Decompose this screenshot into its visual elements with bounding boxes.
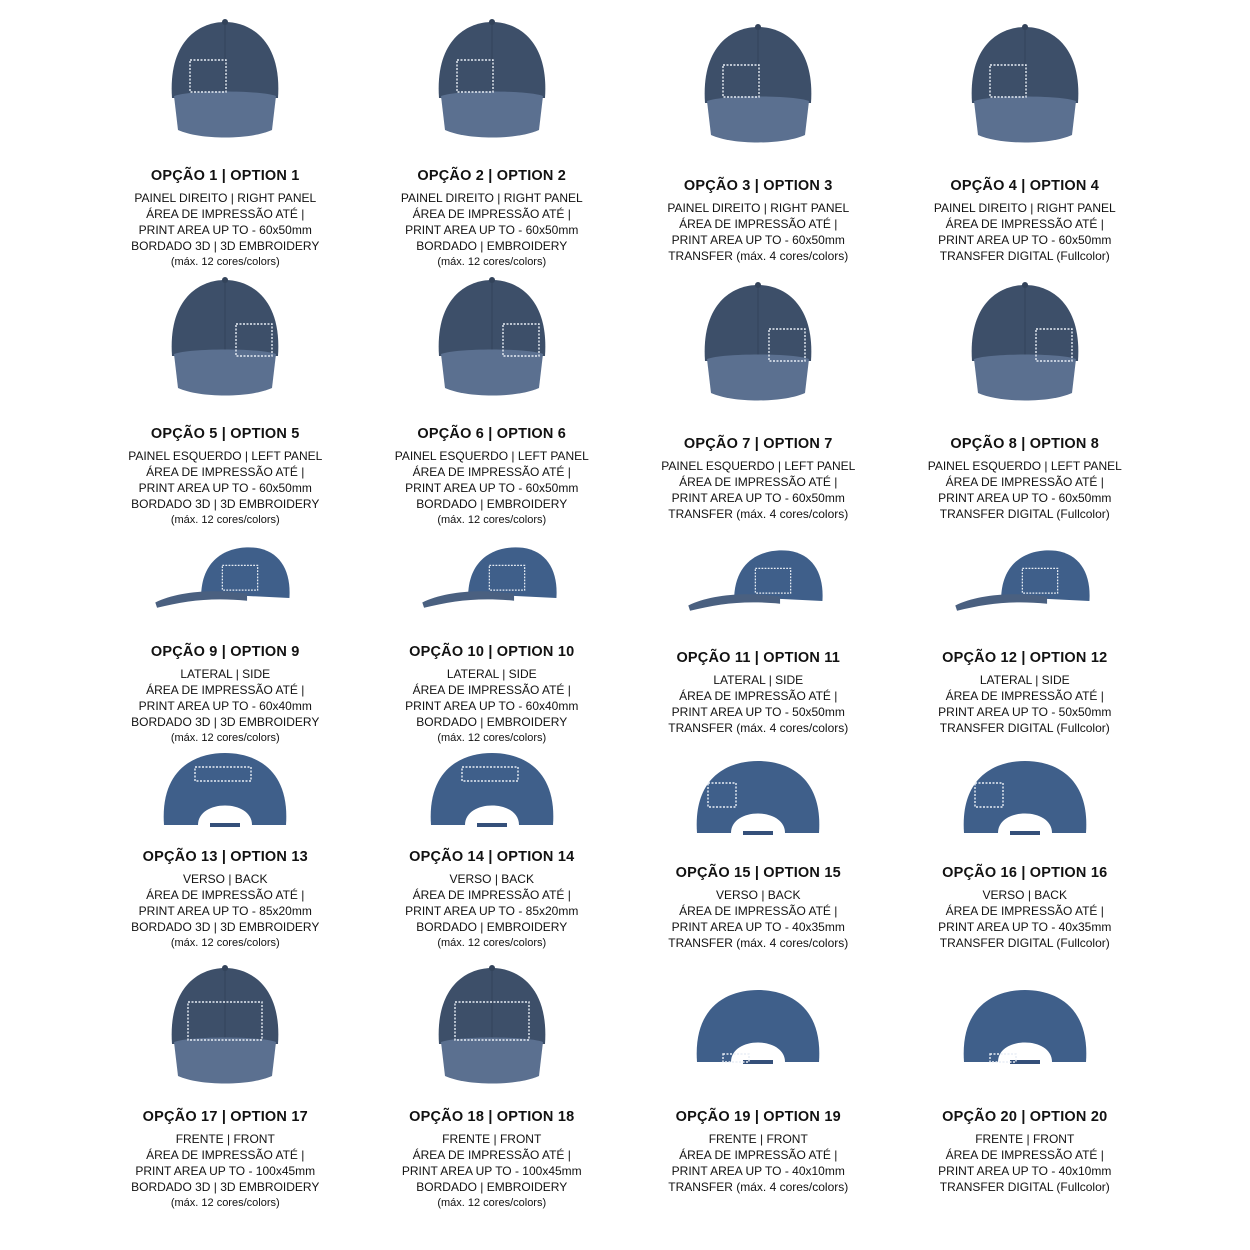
option-note: (máx. 12 cores/colors) (170, 256, 280, 268)
option-detail-line: PRINT AREA UP TO - 40x35mm (938, 920, 1112, 934)
cap-back-icon (950, 736, 1100, 857)
cap-side-icon (150, 526, 300, 626)
option-title: OPÇÃO 19 | OPTION 19 (675, 1109, 841, 1125)
option-detail-line: ÁREA DE IMPRESSÃO ATÉ | (945, 217, 1104, 231)
option-card-11 (625, 526, 892, 736)
option-detail-line: ÁREA DE IMPRESSÃO ATÉ | (412, 888, 571, 902)
option-title: OPÇÃO 1 | OPTION 1 (150, 168, 300, 184)
option-card-1 (92, 10, 359, 268)
option-detail-line: ÁREA DE IMPRESSÃO ATÉ | (945, 1148, 1104, 1162)
option-detail-line: FRENTE | FRONT (708, 1132, 808, 1146)
option-detail-line: TRANSFER DIGITAL (Fullcolor) (939, 507, 1110, 521)
option-note: (máx. 12 cores/colors) (170, 937, 280, 949)
option-detail-line: PRINT AREA UP TO - 100x45mm (401, 1164, 582, 1178)
option-title: OPÇÃO 2 | OPTION 2 (417, 168, 567, 184)
option-title: OPÇÃO 14 | OPTION 14 (409, 849, 575, 865)
option-detail-line: BORDADO | EMBROIDERY (416, 239, 568, 253)
option-detail-line: PRINT AREA UP TO - 60x50mm (405, 223, 579, 237)
option-title: OPÇÃO 11 | OPTION 11 (676, 650, 841, 666)
option-card-4 (892, 10, 1159, 268)
cap-front-icon (950, 10, 1100, 160)
option-details (661, 458, 855, 522)
option-details (402, 1131, 582, 1211)
option-detail-line: LATERAL | SIDE (180, 667, 271, 681)
option-detail-line: PRINT AREA UP TO - 60x40mm (405, 699, 579, 713)
option-detail-line: BORDADO | EMBROIDERY (416, 497, 568, 511)
option-title: OPÇÃO 8 | OPTION 8 (950, 436, 1100, 452)
option-detail-line: TRANSFER (máx. 4 cores/colors) (668, 507, 849, 521)
option-note: (máx. 12 cores/colors) (170, 514, 280, 526)
option-card-14 (359, 736, 626, 951)
option-title: OPÇÃO 7 | OPTION 7 (683, 436, 833, 452)
option-title: OPÇÃO 13 | OPTION 13 (142, 849, 308, 865)
cap-back-icon (683, 736, 833, 857)
option-detail-line: ÁREA DE IMPRESSÃO ATÉ | (412, 683, 571, 697)
option-detail-line: BORDADO 3D | 3D EMBROIDERY (131, 1180, 320, 1194)
option-detail-line: ÁREA DE IMPRESSÃO ATÉ | (146, 207, 305, 221)
option-title: OPÇÃO 6 | OPTION 6 (417, 426, 567, 442)
option-detail-line: PAINEL DIREITO | RIGHT PANEL (134, 191, 317, 205)
option-note: (máx. 12 cores/colors) (437, 256, 547, 268)
option-detail-line: BORDADO 3D | 3D EMBROIDERY (131, 239, 320, 253)
option-card-7 (625, 268, 892, 526)
option-detail-line: ÁREA DE IMPRESSÃO ATÉ | (412, 465, 571, 479)
option-card-3 (625, 10, 892, 268)
option-details (668, 672, 848, 736)
option-card-17 (92, 951, 359, 1221)
option-detail-line: PAINEL ESQUERDO | LEFT PANEL (394, 449, 589, 463)
option-detail-line: PRINT AREA UP TO - 100x45mm (135, 1164, 316, 1178)
option-title: OPÇÃO 18 | OPTION 18 (409, 1109, 575, 1125)
option-detail-line: PAINEL ESQUERDO | LEFT PANEL (927, 459, 1122, 473)
option-details (938, 1131, 1111, 1195)
option-details (928, 458, 1122, 522)
option-details (668, 887, 848, 951)
cap-front-icon (150, 951, 300, 1101)
option-detail-line: TRANSFER DIGITAL (Fullcolor) (939, 1180, 1110, 1194)
option-details (938, 887, 1111, 951)
cap-front-icon (683, 10, 833, 160)
option-note: (máx. 12 cores/colors) (437, 1197, 547, 1209)
option-detail-line: PAINEL ESQUERDO | LEFT PANEL (128, 449, 323, 463)
option-card-8 (892, 268, 1159, 526)
option-details (405, 871, 578, 951)
option-card-15 (625, 736, 892, 951)
option-details (401, 190, 583, 270)
cap-front-icon (417, 10, 567, 150)
option-detail-line: BORDADO 3D | 3D EMBROIDERY (131, 920, 320, 934)
option-details (395, 448, 589, 528)
option-detail-line: PRINT AREA UP TO - 40x10mm (938, 1164, 1112, 1178)
option-details (667, 200, 849, 264)
option-detail-line: ÁREA DE IMPRESSÃO ATÉ | (945, 904, 1104, 918)
cap-back-icon (683, 951, 833, 1101)
option-card-13 (92, 736, 359, 951)
option-detail-line: LATERAL | SIDE (979, 673, 1070, 687)
cap-back-icon (417, 736, 567, 841)
cap-front-icon (150, 10, 300, 150)
option-title: OPÇÃO 10 | OPTION 10 (409, 644, 575, 660)
option-detail-line: FRENTE | FRONT (175, 1132, 275, 1146)
option-title: OPÇÃO 12 | OPTION 12 (942, 650, 1108, 666)
option-note: (máx. 12 cores/colors) (437, 732, 547, 744)
cap-back-icon (150, 736, 300, 841)
option-detail-line: ÁREA DE IMPRESSÃO ATÉ | (945, 475, 1104, 489)
option-detail-line: BORDADO | EMBROIDERY (416, 920, 568, 934)
option-title: OPÇÃO 9 | OPTION 9 (150, 644, 300, 660)
option-detail-line: ÁREA DE IMPRESSÃO ATÉ | (679, 689, 838, 703)
option-detail-line: PRINT AREA UP TO - 60x40mm (138, 699, 312, 713)
option-detail-line: PRINT AREA UP TO - 60x50mm (138, 223, 312, 237)
option-detail-line: PRINT AREA UP TO - 40x10mm (671, 1164, 845, 1178)
option-detail-line: PRINT AREA UP TO - 60x50mm (671, 491, 845, 505)
option-title: OPÇÃO 17 | OPTION 17 (142, 1109, 308, 1125)
option-details (405, 666, 578, 746)
option-detail-line: ÁREA DE IMPRESSÃO ATÉ | (146, 683, 305, 697)
option-detail-line: VERSO | BACK (982, 888, 1067, 902)
option-detail-line: PRINT AREA UP TO - 60x50mm (405, 481, 579, 495)
option-detail-line: PRINT AREA UP TO - 85x20mm (138, 904, 312, 918)
option-card-18 (359, 951, 626, 1221)
option-card-6 (359, 268, 626, 526)
option-details (131, 1131, 319, 1211)
cap-front-icon (950, 268, 1100, 418)
option-note: (máx. 12 cores/colors) (170, 1197, 280, 1209)
option-detail-line: TRANSFER DIGITAL (Fullcolor) (939, 721, 1110, 735)
option-title: OPÇÃO 4 | OPTION 4 (950, 178, 1100, 194)
option-detail-line: BORDADO 3D | 3D EMBROIDERY (131, 497, 320, 511)
option-details (131, 666, 319, 746)
option-detail-line: ÁREA DE IMPRESSÃO ATÉ | (679, 904, 838, 918)
option-title: OPÇÃO 3 | OPTION 3 (683, 178, 833, 194)
option-detail-line: TRANSFER (máx. 4 cores/colors) (668, 249, 849, 263)
option-details (668, 1131, 848, 1195)
cap-side-icon (417, 526, 567, 626)
option-note: (máx. 12 cores/colors) (437, 514, 547, 526)
option-detail-line: LATERAL | SIDE (446, 667, 537, 681)
option-detail-line: FRENTE | FRONT (975, 1132, 1075, 1146)
option-detail-line: VERSO | BACK (183, 872, 268, 886)
option-title: OPÇÃO 5 | OPTION 5 (150, 426, 300, 442)
option-detail-line: ÁREA DE IMPRESSÃO ATÉ | (412, 1148, 571, 1162)
option-detail-line: TRANSFER (máx. 4 cores/colors) (668, 721, 849, 735)
option-detail-line: ÁREA DE IMPRESSÃO ATÉ | (146, 1148, 305, 1162)
cap-side-icon (683, 526, 833, 632)
option-detail-line: ÁREA DE IMPRESSÃO ATÉ | (679, 217, 838, 231)
option-detail-line: PAINEL DIREITO | RIGHT PANEL (933, 201, 1116, 215)
option-card-12 (892, 526, 1159, 736)
option-detail-line: ÁREA DE IMPRESSÃO ATÉ | (945, 689, 1104, 703)
option-detail-line: PRINT AREA UP TO - 60x50mm (938, 233, 1112, 247)
option-card-10 (359, 526, 626, 744)
cap-front-icon (417, 268, 567, 408)
option-detail-line: TRANSFER DIGITAL (Fullcolor) (939, 936, 1110, 950)
option-detail-line: LATERAL | SIDE (713, 673, 804, 687)
option-detail-line: BORDADO | EMBROIDERY (416, 715, 568, 729)
option-detail-line: VERSO | BACK (449, 872, 534, 886)
option-details (938, 672, 1111, 736)
option-detail-line: ÁREA DE IMPRESSÃO ATÉ | (412, 207, 571, 221)
option-detail-line: PRINT AREA UP TO - 85x20mm (405, 904, 579, 918)
option-detail-line: ÁREA DE IMPRESSÃO ATÉ | (679, 1148, 838, 1162)
option-card-19 (625, 951, 892, 1221)
option-detail-line: TRANSFER DIGITAL (Fullcolor) (939, 249, 1110, 263)
option-detail-line: BORDADO | EMBROIDERY (416, 1180, 568, 1194)
option-detail-line: VERSO | BACK (716, 888, 801, 902)
option-detail-line: PRINT AREA UP TO - 60x50mm (138, 481, 312, 495)
option-note: (máx. 12 cores/colors) (437, 937, 547, 949)
option-detail-line: PRINT AREA UP TO - 60x50mm (938, 491, 1112, 505)
option-details (934, 200, 1116, 264)
cap-front-icon (683, 268, 833, 418)
option-detail-line: ÁREA DE IMPRESSÃO ATÉ | (146, 465, 305, 479)
option-details (128, 448, 322, 528)
option-detail-line: TRANSFER (máx. 4 cores/colors) (668, 1180, 849, 1194)
option-card-9 (92, 526, 359, 744)
option-card-5 (92, 268, 359, 526)
cap-front-icon (417, 951, 567, 1101)
option-detail-line: BORDADO 3D | 3D EMBROIDERY (131, 715, 320, 729)
option-details (131, 190, 319, 270)
option-detail-line: PAINEL DIREITO | RIGHT PANEL (667, 201, 850, 215)
option-detail-line: PAINEL DIREITO | RIGHT PANEL (400, 191, 583, 205)
option-title: OPÇÃO 16 | OPTION 16 (942, 865, 1108, 881)
option-detail-line: PRINT AREA UP TO - 40x35mm (671, 920, 845, 934)
option-card-2 (359, 10, 626, 268)
options-grid (92, 10, 1158, 1240)
option-detail-line: FRENTE | FRONT (442, 1132, 542, 1146)
option-detail-line: ÁREA DE IMPRESSÃO ATÉ | (146, 888, 305, 902)
option-title: OPÇÃO 15 | OPTION 15 (675, 865, 841, 881)
option-title: OPÇÃO 20 | OPTION 20 (942, 1109, 1108, 1125)
option-card-16 (892, 736, 1159, 951)
option-detail-line: ÁREA DE IMPRESSÃO ATÉ | (679, 475, 838, 489)
cap-back-icon (950, 951, 1100, 1101)
option-detail-line: PRINT AREA UP TO - 50x50mm (671, 705, 845, 719)
option-note: (máx. 12 cores/colors) (170, 732, 280, 744)
option-card-20 (892, 951, 1159, 1221)
option-details (131, 871, 319, 951)
cap-side-icon (950, 526, 1100, 632)
option-detail-line: PRINT AREA UP TO - 50x50mm (938, 705, 1112, 719)
cap-front-icon (150, 268, 300, 408)
option-detail-line: PAINEL ESQUERDO | LEFT PANEL (661, 459, 856, 473)
option-detail-line: TRANSFER (máx. 4 cores/colors) (668, 936, 849, 950)
option-detail-line: PRINT AREA UP TO - 60x50mm (671, 233, 845, 247)
